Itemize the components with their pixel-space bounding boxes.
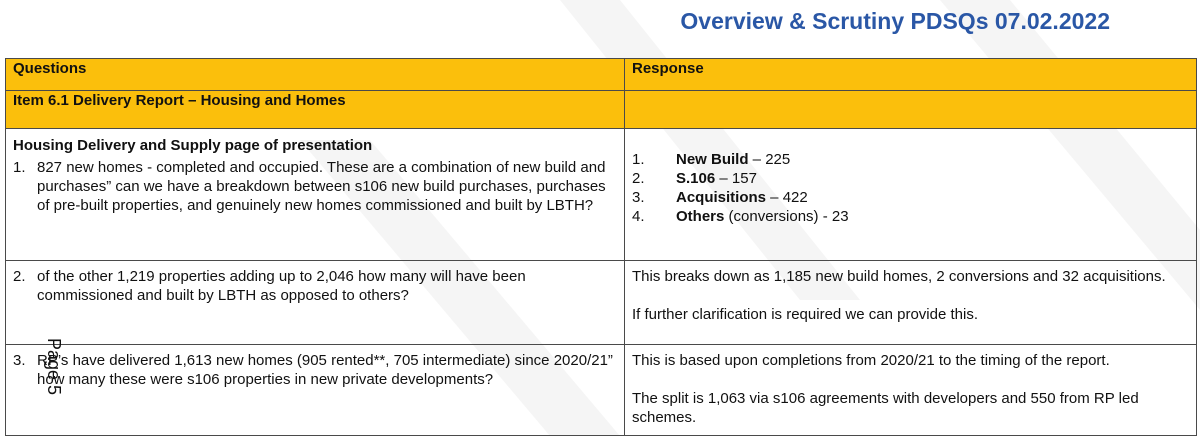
list-item-number: 2. (632, 170, 645, 187)
response-cell (625, 129, 1197, 261)
page-number-stamp: Page 5 (44, 338, 64, 396)
question-text: of the other 1,219 properties adding up to 2,046 how many will have been commissioned and built by LBTH as opposed to others? (37, 268, 526, 304)
list-item (632, 188, 1189, 207)
question-cell (6, 261, 625, 345)
table-row (6, 129, 1197, 261)
list-item-number: 1. (632, 151, 645, 168)
question-cell (6, 345, 625, 436)
list-item-value: – 422 (766, 189, 808, 206)
item-heading-blank (625, 91, 1197, 129)
table-row (6, 261, 1197, 345)
response-text: This breaks down as 1,185 new build homes, 2 conversions and 32 acquisitions. (632, 268, 1166, 285)
response-text: The split is 1,063 via s106 agreements with developers and 550 from RP led schemes. (632, 390, 1139, 426)
question-text: 827 new homes - completed and occupied. These are a combination of new build and purchases” can we have a breakdown between s106 new build purchases, purchases of pre-built properties, and genuinely new homes commissioned and built by LBTH? (37, 159, 606, 214)
item-heading-row (6, 91, 1197, 129)
list-item (632, 150, 1189, 169)
list-item-number: 4. (632, 208, 645, 225)
question-number: 3. (13, 352, 26, 369)
question-number: 2. (13, 268, 26, 285)
response-list (632, 150, 1189, 226)
item-heading: Item 6.1 Delivery Report – Housing and Homes (6, 91, 625, 129)
question-number: 1. (13, 159, 26, 176)
list-item (632, 169, 1189, 188)
list-item-value: – 157 (715, 170, 757, 187)
section-title: Housing Delivery and Supply page of presentation (13, 137, 373, 154)
questions-header: Questions (6, 59, 625, 91)
list-item-label: S.106 (676, 170, 716, 187)
list-item-label: Acquisitions (676, 189, 767, 206)
table-row (6, 345, 1197, 436)
question-cell (6, 129, 625, 261)
response-text: This is based upon completions from 2020/21 to the timing of the report. (632, 352, 1110, 369)
response-cell (625, 261, 1197, 345)
question-text: RP’s have delivered 1,613 new homes (905 rented**, 705 intermediate) since 2020/21” how many these were s106 properties in new private developments? (37, 352, 613, 388)
response-header: Response (625, 59, 1197, 91)
document-title: Overview & Scrutiny PDSQs 07.02.2022 (680, 8, 1110, 34)
table-header-row (6, 59, 1197, 91)
pdsq-table (5, 58, 1197, 436)
list-item-value: – 225 (748, 151, 791, 168)
list-item-value: (conversions) - 23 (724, 208, 849, 225)
list-item-label: New Build (676, 151, 749, 168)
list-item-label: Others (676, 208, 725, 225)
list-item (632, 207, 1189, 226)
response-text: If further clarification is required we can provide this. (632, 306, 978, 323)
response-cell (625, 345, 1197, 436)
list-item-number: 3. (632, 189, 645, 206)
